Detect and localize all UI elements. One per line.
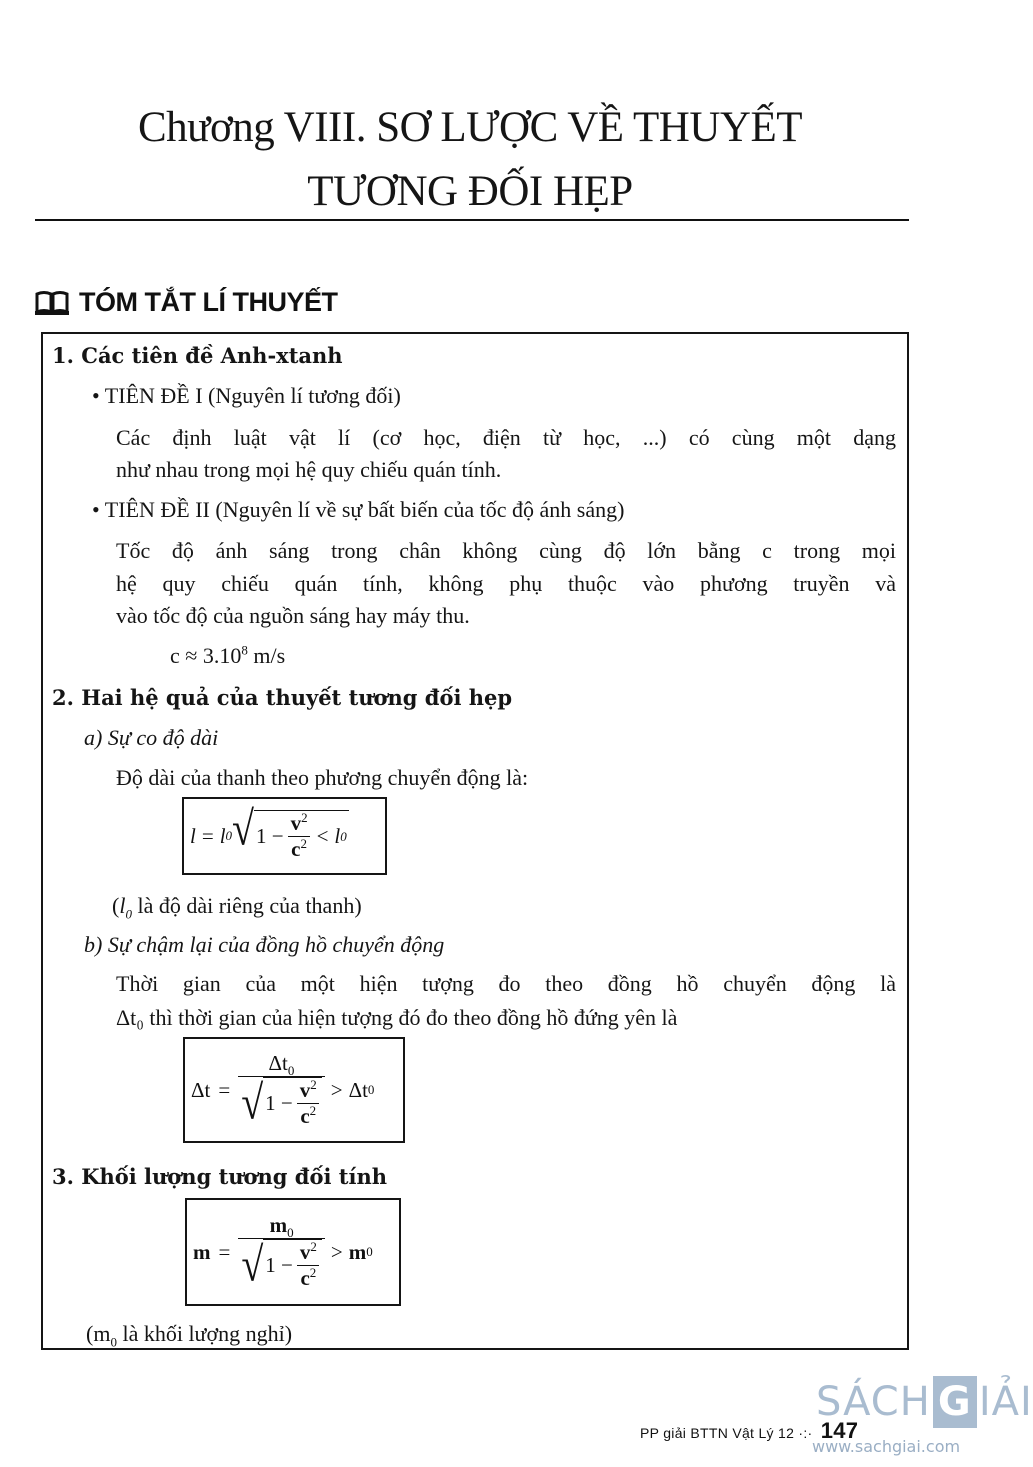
- c-value-unit: m/s: [247, 643, 286, 668]
- num-sub: 0: [287, 1225, 294, 1241]
- v2-over-c2: [288, 811, 311, 862]
- num-dt: Δt: [268, 1051, 288, 1075]
- formula-one-minus: 1 −: [255, 824, 284, 848]
- time-dilation-line-1: Thời gian của một hiện tượng đo theo đồng hồ chuyển động là: [116, 971, 896, 996]
- note-sub: 0: [110, 1334, 117, 1350]
- v-var: v: [299, 1078, 311, 1102]
- m-fraction: [238, 1213, 325, 1291]
- postulate-1-line-2: như nhau trong mọi hệ quy chiếu quán tính.: [116, 457, 502, 482]
- formula-eq: =: [218, 1239, 231, 1264]
- c-exp: 2: [309, 1103, 317, 1118]
- page-footer: [640, 1418, 858, 1444]
- formula-l0: l: [219, 823, 226, 848]
- wm-left: SÁCH: [816, 1379, 931, 1425]
- chapter-title-line-2: TƯƠNG ĐỐI HẸP: [307, 168, 633, 215]
- formula-rhs-l0: l: [334, 824, 341, 848]
- note-rest: là khối lượng nghỉ): [116, 1321, 293, 1346]
- sqrt-icon: √: [232, 801, 254, 856]
- proper-length-note: [112, 890, 362, 922]
- speed-of-light-value: [170, 640, 285, 672]
- s2-heading: 2. Hai hệ quả của thuyết tương đối hẹp: [52, 685, 513, 710]
- chapter-title-line-1: Chương VIII. SƠ LƯỢC VỀ THUYẾT: [137, 104, 802, 151]
- c-exp: 2: [300, 836, 307, 851]
- chapter-divider: [35, 219, 909, 221]
- c-exp: 2: [309, 1265, 317, 1280]
- formula-rhs-dt: Δt: [348, 1077, 368, 1102]
- postulate-2-line-1: Tốc độ ánh sáng trong chân không cùng độ lớn bằng c trong mọi: [116, 538, 896, 563]
- wm-g-block: G: [933, 1376, 977, 1428]
- c-value-exponent: 8: [241, 642, 248, 658]
- length-contraction-title: a) Sự co độ dài: [84, 725, 219, 750]
- formula-l: l: [190, 823, 196, 848]
- v-exp: 2: [301, 810, 308, 825]
- formula-m: m: [193, 1239, 211, 1264]
- v-var: v: [299, 1240, 311, 1264]
- c-var: c: [300, 1104, 310, 1128]
- rest-mass-note: [86, 1318, 292, 1350]
- section-heading-text: TÓM TẮT LÍ THUYẾT: [79, 287, 338, 317]
- one-minus: 1 −: [265, 1091, 293, 1115]
- note-rest: là độ dài riêng của thanh): [131, 893, 362, 918]
- time-dilation-formula: Δt = $\Delta t_0$ √ 1 − $\frac{v^2}{c^2}$ > Δt 0: [183, 1037, 405, 1143]
- section-heading: [35, 287, 337, 318]
- postulate-1-line-1: Các định luật vật lí (cơ học, điện từ học, ...) có cùng một dạng: [116, 425, 896, 450]
- formula-rel: >: [330, 1239, 343, 1264]
- footer-separator: ·:·: [794, 1425, 817, 1441]
- postulate-2-line-2: hệ quy chiếu quán tính, không phụ thuộc vào phương truyền và: [116, 571, 896, 596]
- wm-right: IẢI: [978, 1379, 1033, 1425]
- postulate-2-line-3: vào tốc độ của nguồn sáng hay máy thu.: [116, 603, 470, 628]
- num-sub: 0: [287, 1063, 295, 1079]
- formula-eq: =: [201, 823, 214, 848]
- formula-rhs-m: m: [348, 1239, 367, 1264]
- length-contraction-formula: l = l 0 √ 1 − $\frac{v^2}{c^2}$ < l 0: [182, 797, 387, 875]
- formula-dt: Δt: [191, 1077, 211, 1102]
- relativistic-mass-formula: m = $m_0$ √ 1 − $\frac{v^2}{c^2}$ > m 0: [185, 1198, 401, 1306]
- time-dilation-title: b) Sự chậm lại của đồng hồ chuyển động: [84, 932, 445, 957]
- s3-heading: 3. Khối lượng tương đối tính: [52, 1164, 387, 1189]
- postulate-2-title: • TIÊN ĐỀ II (Nguyên lí về sự bất biến của tốc độ ánh sáng): [92, 497, 625, 522]
- formula-eq: =: [218, 1077, 231, 1102]
- watermark-url: www.sachgiai.com: [812, 1437, 961, 1456]
- postulate-1-title: • TIÊN ĐỀ I (Nguyên lí tương đối): [92, 383, 401, 408]
- formula-rel: <: [316, 824, 329, 848]
- footer-book-title: PP giải BTTN Vật Lý 12: [640, 1425, 795, 1441]
- c-value-base: c ≈ 3.10: [170, 643, 242, 668]
- s1-heading: 1. Các tiên đề Anh-xtanh: [52, 343, 343, 368]
- note-sub: 0: [125, 906, 132, 922]
- c-var: c: [300, 1266, 310, 1290]
- time-dilation-line-2: Δt₀ thì thời gian của hiện tượng đó đo theo đồng hồ đứng yên là: [116, 1005, 678, 1030]
- length-contraction-text: Độ dài của thanh theo phương chuyển động là:: [116, 765, 529, 790]
- dt-fraction: [238, 1051, 325, 1129]
- v-exp: 2: [310, 1239, 317, 1254]
- note-m: (m: [86, 1321, 111, 1346]
- v-exp: 2: [310, 1077, 317, 1092]
- c-var: c: [291, 837, 301, 861]
- book-icon: [35, 291, 69, 315]
- num-m: m: [269, 1213, 288, 1237]
- sqrt-icon: √: [241, 1237, 264, 1292]
- sqrt-icon: √: [241, 1075, 264, 1130]
- one-minus: 1 −: [265, 1253, 293, 1277]
- note-var: l: [119, 893, 126, 918]
- formula-rel: >: [330, 1077, 343, 1102]
- v-var: v: [290, 811, 302, 835]
- note-paren: (: [112, 893, 120, 918]
- sqrt-expression: √ 1 − $\frac{v^2}{c^2}$ < l 0: [232, 810, 349, 862]
- chapter-title: [0, 96, 940, 224]
- page-number: 147: [820, 1418, 859, 1443]
